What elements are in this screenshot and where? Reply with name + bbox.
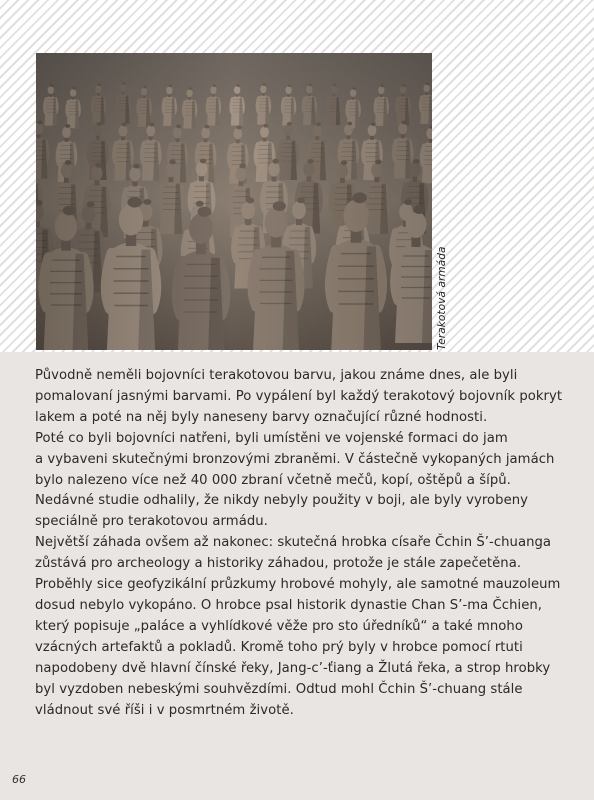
body-text-line: Největší záhada ovšem až nakonec: skutečná hrobka císaře Čchin Š’-chuanga <box>35 535 552 551</box>
photo-caption: Terakotová armáda <box>436 246 448 350</box>
body-text-line: speciálně pro terakotovou armádu. <box>35 514 268 530</box>
body-text-line: a vybaveni skutečnými bronzovými zbraněmi. V částečně vykopaných jamách <box>35 451 555 467</box>
body-text-line: bylo nalezeno více než 40 000 zbraní včetně mečů, kopí, oštěpů a šípů. <box>35 472 511 488</box>
body-text-line: dosud nebylo vykopáno. O hrobce psal historik dynastie Chan S’-ma Čchien, <box>35 597 543 613</box>
body-text-line: vládnout své říši i v posmrtném životě. <box>35 702 294 718</box>
body-text-line: byl vyzdoben nebeskými souhvězdími. Odtud mohl Čchin Š’-chuang stále <box>35 681 523 697</box>
body-text-line: vzácných artefaktů a pokladů. Kromě toho prý byly v hrobce pomocí rtuti <box>35 639 523 655</box>
body-text-line: zůstává pro archeology a historiky záhadou, protože je stále zapečetěna. <box>35 556 522 572</box>
body-text-line: Původně neměli bojovníci terakotovou barvu, jakou známe dnes, ale byli <box>35 368 518 383</box>
body-text-line: Nedávné studie odhalily, že nikdy nebyly použity v boji, ale byly vyrobeny <box>35 493 528 509</box>
body-text-line: napodobeny dvě hlavní čínské řeky, Jang-c’-ťiang a Žlutá řeka, a strop hrobky <box>35 660 551 676</box>
body-text-line: který popisuje „paláce a vyhlídkové věže pro sto úředníků“ a také mnoho <box>35 618 523 634</box>
body-text <box>35 366 565 721</box>
body-text-line: Poté co byli bojovníci natřeni, byli umístěni ve vojenské formaci do jam <box>35 430 508 446</box>
body-text-line: Proběhly sice geofyzikální průzkumy hrobové mohyly, ale samotné mauzoleum <box>35 577 561 593</box>
terracotta-army-photo <box>36 53 432 350</box>
body-text-line: lakem a poté na něj byly naneseny barvy označující různé hodnosti. <box>35 409 488 425</box>
page-number: 66 <box>12 773 26 786</box>
body-text-line: pomalovaní jasnými barvami. Po vypálení byl každý terakotový bojovník pokryt <box>35 388 563 404</box>
